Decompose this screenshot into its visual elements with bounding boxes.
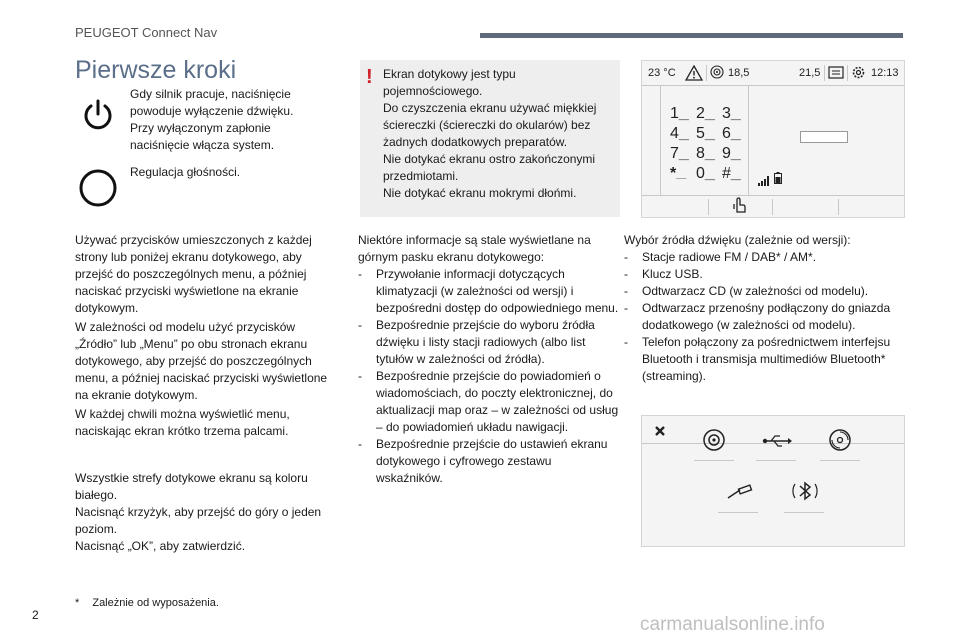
touchscreen-illustration-main [641, 60, 905, 218]
list-item: - Bezpośrednie przejście do powiadomień o wiadomościach, do poczty elektronicznej, do aktualizacji map oraz – w zależności od usług – do powiadomień układu nawigacji. [358, 368, 620, 436]
clock-readout: 12:13 [871, 67, 899, 79]
source-list [624, 249, 904, 385]
radio-icon [710, 65, 724, 84]
watermark: carmanualsonline.info [640, 614, 825, 635]
status-bar-description [358, 232, 620, 487]
aux-jack-source-icon [726, 484, 754, 505]
touch-hand-icon [732, 197, 746, 218]
touch-zones-ok: Nacisnąć „OK”, aby zatwierdzić. [75, 539, 246, 553]
volume-description: Regulacja głośności. [130, 165, 241, 179]
keypad-key: 8__ [696, 145, 715, 162]
temperature-readout: 23 °C [648, 67, 676, 79]
keypad-key: 1__ [670, 105, 689, 122]
footnote [75, 597, 219, 609]
power-description: Gdy silnik pracuje, naciśnięcie powoduje wyłączenie dźwięku. Przy wyłączonym zapłonie naciśnięcie włącza system. [130, 87, 294, 152]
list-item: - Stacje radiowe FM / DAB* / AM*. [624, 249, 904, 266]
keypad-key: 6__ [722, 125, 741, 142]
list-item: - Odtwarzacz CD (w zależności od modelu). [624, 283, 904, 300]
list-item: - Klucz USB. [624, 266, 904, 283]
page-number: 2 [32, 608, 39, 622]
cd-source-icon [828, 428, 852, 457]
manual-header: PEUGEOT Connect Nav [75, 25, 218, 40]
source-intro: Wybór źródła dźwięku (zależnie od wersji): [624, 233, 851, 247]
status-bar-list [358, 266, 620, 487]
keypad-key: *__ [670, 165, 687, 182]
warning-line-capacitive: Ekran dotykowy jest typu pojemnościowego. [383, 67, 516, 98]
keypad-key: #__ [722, 165, 741, 182]
bottom-bar-divider [708, 199, 709, 215]
keypad [670, 105, 750, 183]
messages-icon [828, 66, 844, 84]
source-selection-description [624, 232, 904, 385]
status-divider [847, 65, 848, 81]
volume-knob-icon [78, 168, 118, 208]
paragraph-three-fingers: W każdej chwili można wyświetlić menu, naciskając ekran krótko trzema palcami. [75, 407, 290, 438]
keypad-key: 2__ [696, 105, 715, 122]
power-icon [80, 97, 116, 133]
bottom-bar-divider [838, 199, 839, 215]
battery-icon [774, 171, 782, 189]
warning-line-cleaning: Do czyszczenia ekranu używać miękkiej ściereczki (ściereczki do okularów) bez żadnych dodatkowych preparatów. [383, 101, 597, 149]
bluetooth-source-icon [792, 478, 818, 509]
touchscreen-illustration-sources [641, 415, 905, 547]
paragraph-touch-zones [75, 470, 337, 555]
list-item: - Odtwarzacz przenośny podłączony do gniazda dodatkowego (w zależności od modelu). [624, 300, 904, 334]
warning-mark: ! [366, 66, 373, 88]
keypad-key: 4__ [670, 125, 689, 142]
list-item: - Przywołanie informacji dotyczących klimatyzacji (w zależności od wersji) i bezpośredni dostęp do odpowiedniego menu. [358, 266, 620, 317]
list-item: - Bezpośrednie przejście do wyboru źródła dźwięku i listy stacji radiowych (albo list tytułów w zależności od źródła). [358, 317, 620, 368]
keypad-key: 0__ [696, 165, 715, 182]
warning-text [383, 66, 613, 202]
warning-triangle-icon [685, 65, 703, 86]
status-divider [706, 65, 707, 81]
icon-underline [784, 512, 824, 513]
input-field-graphic [800, 131, 848, 143]
paragraph-source-menu: W zależności od modelu użyć przycisków „Źródło” lub „Menu” po obu stronach ekranu dotykowego, aby przejść do poszczególnych menu, a później naciskać przyciski wyświetlone na ekranie dotykowym. [75, 320, 328, 402]
fan-level-right: 21,5 [799, 67, 821, 79]
touch-zones-white: Wszystkie strefy dotykowe ekranu są koloru białego. [75, 471, 308, 502]
bottom-bar-divider [642, 195, 904, 196]
panel-divider [660, 85, 661, 195]
icon-underline [756, 460, 796, 461]
touch-zones-cross: Nacisnąć krzyżyk, aby przejść do góry o jeden poziom. [75, 505, 322, 536]
footnote-mark: * [75, 597, 80, 609]
keypad-key: 3__ [722, 105, 741, 122]
keypad-key: 7__ [670, 145, 689, 162]
list-item: - Bezpośrednie przejście do ustawień ekranu dotykowego i cyfrowego zestawu wskaźników. [358, 436, 620, 487]
warning-line-wet: Nie dotykać ekranu mokrymi dłońmi. [383, 186, 577, 200]
icon-underline [718, 512, 758, 513]
radio-source-icon [702, 428, 726, 457]
status-divider [824, 65, 825, 81]
footnote-text: Zależnie od wyposażenia. [92, 597, 219, 609]
bottom-bar-divider [772, 199, 773, 215]
warning-line-sharp: Nie dotykać ekranu ostro zakończonymi przedmiotami. [383, 152, 596, 183]
icon-underline [820, 460, 860, 461]
settings-gear-icon [851, 65, 866, 85]
paragraph-buttons: Używać przycisków umieszczonych z każdej strony lub poniżej ekranu dotykowego, aby przejść do poszczególnych menu, a później naciskać przyciski wyświetlone na ekranie dotykowym. [75, 233, 312, 315]
close-cross-icon [654, 424, 666, 442]
status-bar-underline [642, 85, 904, 86]
fan-level-left: 18,5 [728, 67, 750, 79]
header-bar [480, 33, 903, 38]
icon-underline [694, 460, 734, 461]
usb-source-icon [762, 434, 792, 453]
status-bar-intro: Niektóre informacje są stale wyświetlane na górnym pasku ekranu dotykowego: [358, 233, 591, 264]
keypad-key: 9__ [722, 145, 741, 162]
list-item: - Telefon połączony za pośrednictwem interfejsu Bluetooth i transmisja multimediów Bluetooth* (streaming). [624, 334, 904, 385]
keypad-key: 5__ [696, 125, 715, 142]
page-title: Pierwsze kroki [75, 56, 237, 84]
signal-strength-icon [758, 173, 770, 191]
